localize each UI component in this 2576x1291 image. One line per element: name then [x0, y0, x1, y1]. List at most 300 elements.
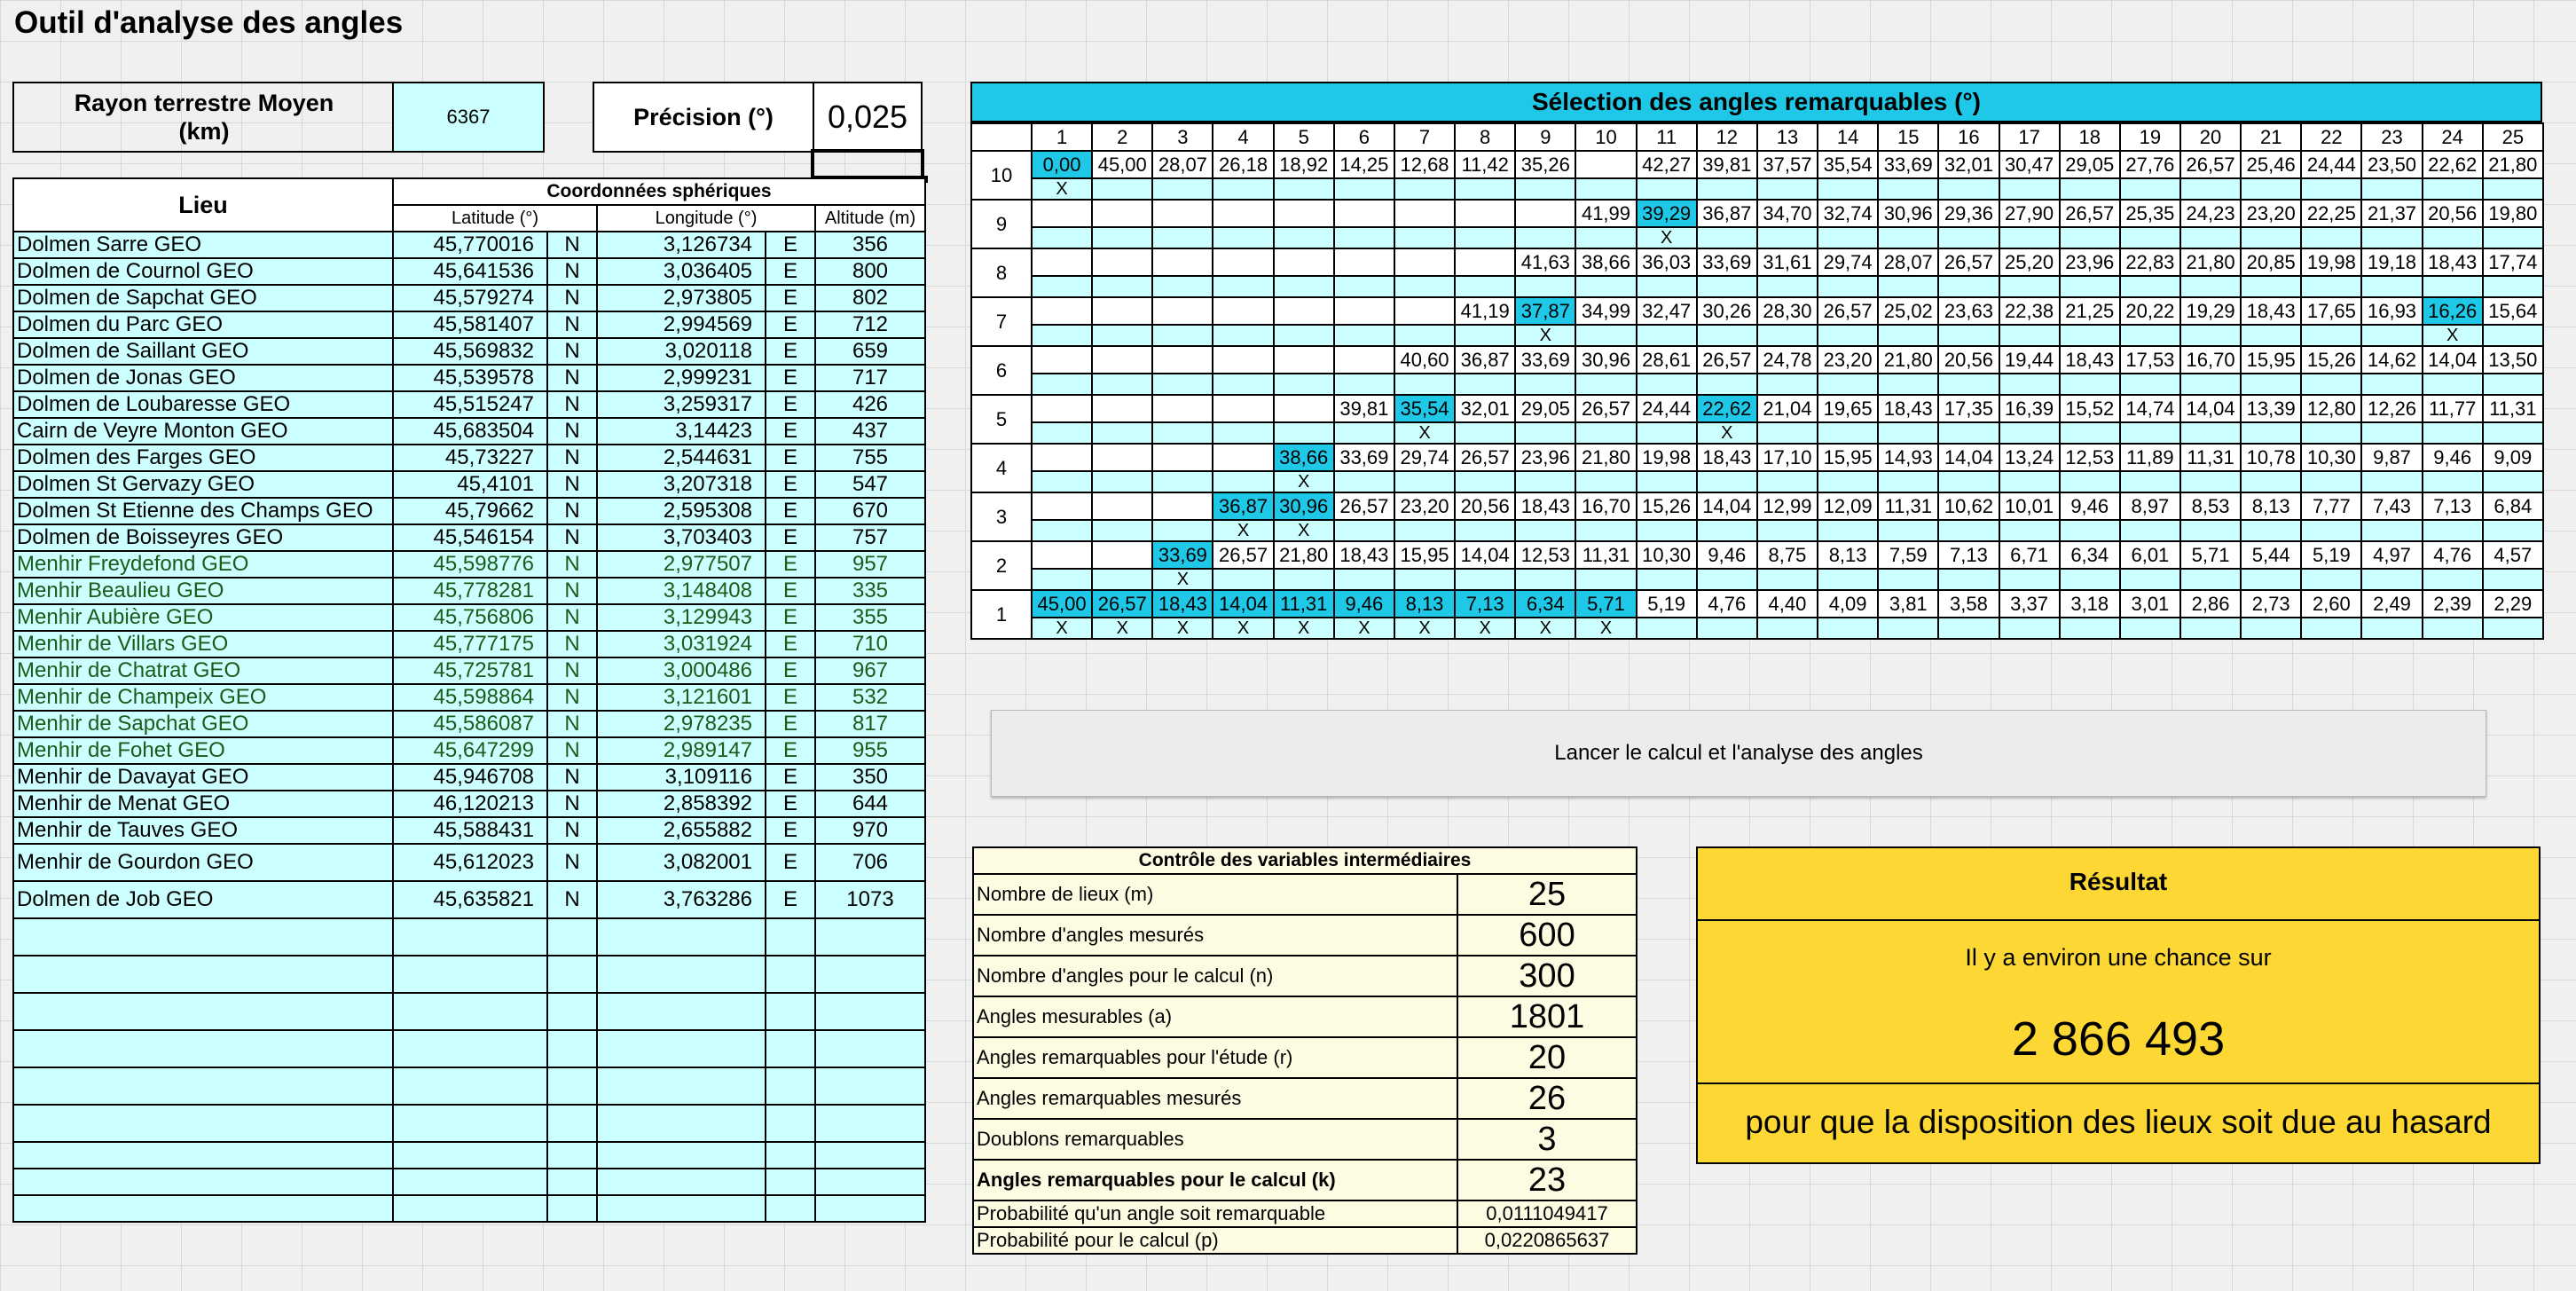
angle-value-cell[interactable]: 15,64: [2483, 297, 2543, 325]
angle-value-cell[interactable]: 4,76: [1697, 590, 1757, 618]
angle-value-cell[interactable]: 24,44: [1637, 395, 1697, 422]
site-longitude[interactable]: 2,858392: [597, 791, 766, 817]
empty-cell[interactable]: [547, 918, 597, 956]
angle-value-cell[interactable]: 11,42: [1455, 151, 1515, 178]
control-value[interactable]: 600: [1457, 915, 1637, 956]
site-lat-hemisphere[interactable]: N: [547, 684, 597, 711]
angle-value-cell[interactable]: 11,77: [2423, 395, 2483, 422]
site-lon-hemisphere[interactable]: E: [766, 578, 815, 604]
selection-mark-cell[interactable]: [1394, 471, 1455, 492]
empty-cell[interactable]: [13, 1067, 393, 1105]
site-latitude[interactable]: 45,579274: [393, 285, 547, 311]
selection-mark-cell[interactable]: [2241, 374, 2301, 395]
selection-mark-cell[interactable]: [2423, 276, 2483, 297]
selection-mark-cell[interactable]: [1938, 276, 1999, 297]
site-lat-hemisphere[interactable]: N: [547, 711, 597, 737]
empty-cell[interactable]: [13, 1169, 393, 1195]
angle-value-cell[interactable]: 9,09: [2483, 444, 2543, 471]
angle-value-cell[interactable]: 34,99: [1575, 297, 1636, 325]
angle-value-cell[interactable]: 26,57: [1818, 297, 1878, 325]
selection-mark-cell[interactable]: [1697, 569, 1757, 590]
angle-value-cell[interactable]: [1274, 297, 1334, 325]
site-latitude[interactable]: 45,73227: [393, 445, 547, 471]
angle-value-cell[interactable]: 17,65: [2301, 297, 2361, 325]
site-lat-hemisphere[interactable]: N: [547, 764, 597, 791]
selection-mark-cell[interactable]: [1455, 422, 1515, 444]
angle-value-cell[interactable]: 18,43: [1697, 444, 1757, 471]
site-name[interactable]: Menhir de Menat GEO: [13, 791, 393, 817]
selection-mark-cell[interactable]: [1938, 471, 1999, 492]
site-longitude[interactable]: 3,031924: [597, 631, 766, 657]
angle-value-cell[interactable]: 12,53: [1515, 541, 1575, 569]
angle-value-cell[interactable]: 14,04: [1455, 541, 1515, 569]
selection-mark-cell[interactable]: X: [1152, 569, 1213, 590]
empty-cell[interactable]: [597, 1169, 766, 1195]
selection-mark-cell[interactable]: [1878, 374, 1938, 395]
selection-mark-cell[interactable]: X: [1213, 520, 1273, 541]
selection-mark-cell[interactable]: [1092, 520, 1152, 541]
angle-value-cell[interactable]: 30,47: [1999, 151, 2060, 178]
angle-value-cell[interactable]: [1092, 248, 1152, 276]
site-latitude[interactable]: 45,588431: [393, 817, 547, 844]
site-name[interactable]: Menhir de Gourdon GEO: [13, 844, 393, 881]
angle-value-cell[interactable]: [1274, 248, 1334, 276]
angle-value-cell[interactable]: [1213, 200, 1273, 227]
selection-mark-cell[interactable]: [1878, 520, 1938, 541]
selection-mark-cell[interactable]: [2423, 422, 2483, 444]
angle-value-cell[interactable]: 21,80: [2483, 151, 2543, 178]
selection-mark-cell[interactable]: [2361, 276, 2422, 297]
empty-cell[interactable]: [766, 1067, 815, 1105]
selection-mark-cell[interactable]: [2241, 325, 2301, 346]
empty-cell[interactable]: [597, 1105, 766, 1142]
empty-cell[interactable]: [13, 1142, 393, 1169]
selection-mark-cell[interactable]: [1757, 276, 1818, 297]
site-latitude[interactable]: 45,515247: [393, 391, 547, 418]
selection-mark-cell[interactable]: [2483, 520, 2543, 541]
selection-mark-cell[interactable]: [1032, 325, 1092, 346]
angle-value-cell[interactable]: 16,70: [2180, 346, 2241, 374]
empty-cell[interactable]: [815, 1169, 925, 1195]
angle-value-cell[interactable]: 8,53: [2180, 492, 2241, 520]
site-lat-hemisphere[interactable]: N: [547, 258, 597, 285]
selection-mark-cell[interactable]: [1334, 374, 1394, 395]
angle-value-cell[interactable]: 24,44: [2301, 151, 2361, 178]
site-latitude[interactable]: 45,770016: [393, 232, 547, 258]
empty-cell[interactable]: [393, 1195, 547, 1222]
selection-mark-cell[interactable]: [1092, 325, 1152, 346]
control-value[interactable]: 20: [1457, 1037, 1637, 1078]
control-value[interactable]: 26: [1457, 1078, 1637, 1119]
selection-mark-cell[interactable]: [1757, 325, 1818, 346]
angle-value-cell[interactable]: 32,47: [1637, 297, 1697, 325]
empty-cell[interactable]: [13, 1030, 393, 1067]
empty-cell[interactable]: [547, 993, 597, 1030]
empty-cell[interactable]: [815, 918, 925, 956]
empty-cell[interactable]: [597, 1195, 766, 1222]
selection-mark-cell[interactable]: [1938, 227, 1999, 248]
selection-mark-cell[interactable]: [1455, 569, 1515, 590]
angle-value-cell[interactable]: 24,78: [1757, 346, 1818, 374]
angle-value-cell[interactable]: 23,63: [1938, 297, 1999, 325]
angle-value-cell[interactable]: 22,38: [1999, 297, 2060, 325]
site-latitude[interactable]: 45,635821: [393, 881, 547, 918]
angle-value-cell[interactable]: 17,35: [1938, 395, 1999, 422]
angle-value-cell[interactable]: 4,09: [1818, 590, 1878, 618]
angle-value-cell[interactable]: 14,04: [1938, 444, 1999, 471]
site-lon-hemisphere[interactable]: E: [766, 657, 815, 684]
selection-mark-cell[interactable]: [1515, 178, 1575, 200]
site-lat-hemisphere[interactable]: N: [547, 311, 597, 338]
angle-value-cell[interactable]: 5,44: [2241, 541, 2301, 569]
angle-value-cell[interactable]: 4,40: [1757, 590, 1818, 618]
angle-value-cell[interactable]: 35,54: [1818, 151, 1878, 178]
selection-mark-cell[interactable]: [1697, 471, 1757, 492]
site-latitude[interactable]: 45,539578: [393, 365, 547, 391]
site-lat-hemisphere[interactable]: N: [547, 631, 597, 657]
angle-value-cell[interactable]: [1032, 444, 1092, 471]
site-lon-hemisphere[interactable]: E: [766, 764, 815, 791]
angle-value-cell[interactable]: 16,26: [2423, 297, 2483, 325]
angle-value-cell[interactable]: 15,26: [2301, 346, 2361, 374]
radius-value-cell[interactable]: [392, 82, 545, 153]
angle-value-cell[interactable]: 28,61: [1637, 346, 1697, 374]
site-name[interactable]: Dolmen de Job GEO: [13, 881, 393, 918]
selection-mark-cell[interactable]: [1515, 276, 1575, 297]
angle-value-cell[interactable]: 7,13: [1455, 590, 1515, 618]
angle-value-cell[interactable]: 5,19: [2301, 541, 2361, 569]
angle-value-cell[interactable]: 14,04: [1213, 590, 1273, 618]
angle-value-cell[interactable]: 12,26: [2361, 395, 2422, 422]
angle-value-cell[interactable]: 17,10: [1757, 444, 1818, 471]
site-longitude[interactable]: 3,763286: [597, 881, 766, 918]
selection-mark-cell[interactable]: [1092, 227, 1152, 248]
angle-value-cell[interactable]: 14,25: [1334, 151, 1394, 178]
angle-value-cell[interactable]: 22,62: [1697, 395, 1757, 422]
angle-value-cell[interactable]: 41,63: [1515, 248, 1575, 276]
empty-cell[interactable]: [815, 1195, 925, 1222]
site-name[interactable]: Dolmen St Etienne des Champs GEO: [13, 498, 393, 524]
site-altitude[interactable]: 706: [815, 844, 925, 881]
selection-mark-cell[interactable]: [2361, 569, 2422, 590]
selection-mark-cell[interactable]: [1213, 178, 1273, 200]
selection-mark-cell[interactable]: [1878, 618, 1938, 639]
control-value[interactable]: 0,0111049417: [1457, 1200, 1637, 1227]
angle-value-cell[interactable]: 2,73: [2241, 590, 2301, 618]
angle-value-cell[interactable]: 20,56: [1938, 346, 1999, 374]
angle-value-cell[interactable]: 8,97: [2120, 492, 2180, 520]
angle-value-cell[interactable]: 19,65: [1818, 395, 1878, 422]
selection-mark-cell[interactable]: [1213, 276, 1273, 297]
selection-mark-cell[interactable]: [1092, 569, 1152, 590]
empty-cell[interactable]: [13, 918, 393, 956]
angle-value-cell[interactable]: 11,31: [1575, 541, 1636, 569]
selection-mark-cell[interactable]: [1032, 422, 1092, 444]
selection-mark-cell[interactable]: [1878, 227, 1938, 248]
selection-mark-cell[interactable]: [1637, 422, 1697, 444]
selection-mark-cell[interactable]: [1575, 374, 1636, 395]
angle-value-cell[interactable]: [1394, 248, 1455, 276]
selection-mark-cell[interactable]: [1394, 325, 1455, 346]
angle-value-cell[interactable]: 7,13: [2423, 492, 2483, 520]
angle-value-cell[interactable]: 38,66: [1575, 248, 1636, 276]
site-lat-hemisphere[interactable]: N: [547, 498, 597, 524]
angle-value-cell[interactable]: 45,00: [1092, 151, 1152, 178]
site-lon-hemisphere[interactable]: E: [766, 498, 815, 524]
selection-mark-cell[interactable]: [1757, 520, 1818, 541]
angle-value-cell[interactable]: 32,01: [1938, 151, 1999, 178]
selection-mark-cell[interactable]: [2361, 471, 2422, 492]
selection-mark-cell[interactable]: X: [1274, 520, 1334, 541]
site-latitude[interactable]: 45,778281: [393, 578, 547, 604]
site-longitude[interactable]: 3,126734: [597, 232, 766, 258]
angle-value-cell[interactable]: 11,31: [1878, 492, 1938, 520]
selection-mark-cell[interactable]: [2483, 618, 2543, 639]
selection-mark-cell[interactable]: [2120, 520, 2180, 541]
empty-cell[interactable]: [393, 1030, 547, 1067]
selection-mark-cell[interactable]: [1274, 178, 1334, 200]
angle-value-cell[interactable]: 32,01: [1455, 395, 1515, 422]
selection-mark-cell[interactable]: X: [1334, 618, 1394, 639]
selection-mark-cell[interactable]: X: [1575, 618, 1636, 639]
angle-value-cell[interactable]: 19,98: [2301, 248, 2361, 276]
selection-mark-cell[interactable]: [2060, 276, 2120, 297]
angle-value-cell[interactable]: 37,87: [1515, 297, 1575, 325]
angle-value-cell[interactable]: 28,07: [1878, 248, 1938, 276]
angle-value-cell[interactable]: 14,04: [2423, 346, 2483, 374]
site-lon-hemisphere[interactable]: E: [766, 684, 815, 711]
angle-value-cell[interactable]: 25,35: [2120, 200, 2180, 227]
selection-mark-cell[interactable]: X: [1515, 618, 1575, 639]
empty-cell[interactable]: [13, 1195, 393, 1222]
selection-mark-cell[interactable]: [1878, 422, 1938, 444]
selection-mark-cell[interactable]: [1455, 178, 1515, 200]
empty-cell[interactable]: [766, 1030, 815, 1067]
angle-value-cell[interactable]: 7,59: [1878, 541, 1938, 569]
angle-value-cell[interactable]: 21,80: [1878, 346, 1938, 374]
empty-cell[interactable]: [815, 993, 925, 1030]
selection-mark-cell[interactable]: [1878, 471, 1938, 492]
site-lon-hemisphere[interactable]: E: [766, 311, 815, 338]
site-longitude[interactable]: 2,978235: [597, 711, 766, 737]
angle-value-cell[interactable]: [1092, 297, 1152, 325]
angle-value-cell[interactable]: 4,57: [2483, 541, 2543, 569]
site-altitude[interactable]: 970: [815, 817, 925, 844]
selection-mark-cell[interactable]: [2483, 325, 2543, 346]
site-lon-hemisphere[interactable]: E: [766, 631, 815, 657]
angle-value-cell[interactable]: 11,31: [2180, 444, 2241, 471]
site-longitude[interactable]: 3,148408: [597, 578, 766, 604]
site-altitude[interactable]: 757: [815, 524, 925, 551]
angle-value-cell[interactable]: 22,83: [2120, 248, 2180, 276]
selection-mark-cell[interactable]: [1999, 569, 2060, 590]
selection-mark-cell[interactable]: [1637, 325, 1697, 346]
angle-value-cell[interactable]: [1152, 395, 1213, 422]
angle-value-cell[interactable]: 39,29: [1637, 200, 1697, 227]
selection-mark-cell[interactable]: [2301, 569, 2361, 590]
angle-value-cell[interactable]: 18,43: [2423, 248, 2483, 276]
selection-mark-cell[interactable]: [2361, 178, 2422, 200]
site-lon-hemisphere[interactable]: E: [766, 258, 815, 285]
selection-mark-cell[interactable]: [1515, 520, 1575, 541]
selection-mark-cell[interactable]: [1455, 471, 1515, 492]
selection-mark-cell[interactable]: [1818, 325, 1878, 346]
selection-mark-cell[interactable]: [1999, 374, 2060, 395]
angle-value-cell[interactable]: [1092, 444, 1152, 471]
selection-mark-cell[interactable]: [1575, 569, 1636, 590]
selection-mark-cell[interactable]: [1637, 569, 1697, 590]
angle-value-cell[interactable]: 16,70: [1575, 492, 1636, 520]
site-lat-hemisphere[interactable]: N: [547, 338, 597, 365]
angle-value-cell[interactable]: 21,04: [1757, 395, 1818, 422]
angle-value-cell[interactable]: 30,26: [1697, 297, 1757, 325]
empty-cell[interactable]: [13, 993, 393, 1030]
site-lat-hemisphere[interactable]: N: [547, 844, 597, 881]
angle-value-cell[interactable]: 26,57: [1575, 395, 1636, 422]
empty-cell[interactable]: [766, 1169, 815, 1195]
site-longitude[interactable]: 3,020118: [597, 338, 766, 365]
site-name[interactable]: Menhir Freydefond GEO: [13, 551, 393, 578]
selection-mark-cell[interactable]: [2241, 276, 2301, 297]
site-lat-hemisphere[interactable]: N: [547, 604, 597, 631]
empty-cell[interactable]: [815, 956, 925, 993]
angle-value-cell[interactable]: 22,25: [2301, 200, 2361, 227]
site-name[interactable]: Menhir Beaulieu GEO: [13, 578, 393, 604]
angle-value-cell[interactable]: 2,60: [2301, 590, 2361, 618]
selection-mark-cell[interactable]: [2180, 422, 2241, 444]
empty-cell[interactable]: [766, 918, 815, 956]
selection-mark-cell[interactable]: [1637, 471, 1697, 492]
angle-value-cell[interactable]: 36,87: [1455, 346, 1515, 374]
angle-value-cell[interactable]: [1274, 200, 1334, 227]
angle-value-cell[interactable]: 20,56: [1455, 492, 1515, 520]
angle-value-cell[interactable]: 37,57: [1757, 151, 1818, 178]
angle-value-cell[interactable]: 15,95: [1394, 541, 1455, 569]
site-lat-hemisphere[interactable]: N: [547, 881, 597, 918]
selection-mark-cell[interactable]: [1152, 471, 1213, 492]
angle-value-cell[interactable]: 3,01: [2120, 590, 2180, 618]
angle-value-cell[interactable]: 18,43: [1515, 492, 1575, 520]
angle-value-cell[interactable]: 26,57: [1697, 346, 1757, 374]
selection-mark-cell[interactable]: [1575, 422, 1636, 444]
angle-value-cell[interactable]: 33,69: [1334, 444, 1394, 471]
angle-value-cell[interactable]: 22,62: [2423, 151, 2483, 178]
site-longitude[interactable]: 3,109116: [597, 764, 766, 791]
site-lon-hemisphere[interactable]: E: [766, 338, 815, 365]
angle-value-cell[interactable]: [1152, 200, 1213, 227]
angle-value-cell[interactable]: 13,39: [2241, 395, 2301, 422]
site-longitude[interactable]: 2,994569: [597, 311, 766, 338]
angle-value-cell[interactable]: [1032, 346, 1092, 374]
control-value[interactable]: 1801: [1457, 996, 1637, 1037]
selection-mark-cell[interactable]: X: [1394, 422, 1455, 444]
selection-mark-cell[interactable]: [1334, 471, 1394, 492]
selection-mark-cell[interactable]: [1818, 227, 1878, 248]
angle-value-cell[interactable]: 15,95: [1818, 444, 1878, 471]
selection-mark-cell[interactable]: [2060, 471, 2120, 492]
empty-cell[interactable]: [766, 1142, 815, 1169]
site-lon-hemisphere[interactable]: E: [766, 445, 815, 471]
site-name[interactable]: Menhir de Villars GEO: [13, 631, 393, 657]
selection-mark-cell[interactable]: [2120, 569, 2180, 590]
angle-value-cell[interactable]: 24,23: [2180, 200, 2241, 227]
angle-value-cell[interactable]: 20,56: [2423, 200, 2483, 227]
angle-value-cell[interactable]: 12,68: [1394, 151, 1455, 178]
site-name[interactable]: Menhir Aubière GEO: [13, 604, 393, 631]
angle-value-cell[interactable]: 27,76: [2120, 151, 2180, 178]
selection-mark-cell[interactable]: [1697, 374, 1757, 395]
selection-mark-cell[interactable]: [1032, 374, 1092, 395]
selection-mark-cell[interactable]: X: [1032, 178, 1092, 200]
site-name[interactable]: Menhir de Davayat GEO: [13, 764, 393, 791]
site-lon-hemisphere[interactable]: E: [766, 817, 815, 844]
selection-mark-cell[interactable]: X: [1092, 618, 1152, 639]
site-latitude[interactable]: 45,641536: [393, 258, 547, 285]
selection-mark-cell[interactable]: [1152, 422, 1213, 444]
angle-value-cell[interactable]: 33,69: [1515, 346, 1575, 374]
angle-value-cell[interactable]: [1152, 346, 1213, 374]
selection-mark-cell[interactable]: [1152, 178, 1213, 200]
angle-value-cell[interactable]: 26,57: [2180, 151, 2241, 178]
selection-mark-cell[interactable]: [1697, 276, 1757, 297]
angle-value-cell[interactable]: 29,74: [1394, 444, 1455, 471]
site-latitude[interactable]: 45,598864: [393, 684, 547, 711]
angle-value-cell[interactable]: [1334, 346, 1394, 374]
angle-value-cell[interactable]: 28,30: [1757, 297, 1818, 325]
angle-value-cell[interactable]: 29,74: [1818, 248, 1878, 276]
selection-mark-cell[interactable]: [2120, 325, 2180, 346]
selection-mark-cell[interactable]: [2483, 227, 2543, 248]
control-value[interactable]: 23: [1457, 1160, 1637, 1200]
selection-mark-cell[interactable]: [1334, 325, 1394, 346]
selection-mark-cell[interactable]: [2120, 618, 2180, 639]
selection-mark-cell[interactable]: [1999, 276, 2060, 297]
empty-cell[interactable]: [815, 1105, 925, 1142]
selection-mark-cell[interactable]: X: [1515, 325, 1575, 346]
angle-value-cell[interactable]: 30,96: [1575, 346, 1636, 374]
site-lat-hemisphere[interactable]: N: [547, 445, 597, 471]
selection-mark-cell[interactable]: [1032, 471, 1092, 492]
site-lon-hemisphere[interactable]: E: [766, 391, 815, 418]
angle-value-cell[interactable]: 27,90: [1999, 200, 2060, 227]
site-lon-hemisphere[interactable]: E: [766, 418, 815, 445]
empty-cell[interactable]: [13, 1105, 393, 1142]
angle-value-cell[interactable]: 10,62: [1938, 492, 1999, 520]
angle-value-cell[interactable]: 8,13: [2241, 492, 2301, 520]
selection-mark-cell[interactable]: [1697, 227, 1757, 248]
angle-value-cell[interactable]: 2,29: [2483, 590, 2543, 618]
selection-mark-cell[interactable]: [2060, 569, 2120, 590]
angle-value-cell[interactable]: 6,71: [1999, 541, 2060, 569]
angle-value-cell[interactable]: [1032, 200, 1092, 227]
site-latitude[interactable]: 46,120213: [393, 791, 547, 817]
empty-cell[interactable]: [547, 1195, 597, 1222]
angle-value-cell[interactable]: 36,87: [1213, 492, 1273, 520]
angle-value-cell[interactable]: [1213, 346, 1273, 374]
angle-value-cell[interactable]: 12,80: [2301, 395, 2361, 422]
selection-mark-cell[interactable]: [1938, 374, 1999, 395]
selection-mark-cell[interactable]: [2120, 178, 2180, 200]
angle-value-cell[interactable]: [1334, 297, 1394, 325]
angle-value-cell[interactable]: 10,01: [1999, 492, 2060, 520]
selection-mark-cell[interactable]: X: [1274, 471, 1334, 492]
angle-value-cell[interactable]: 9,46: [1334, 590, 1394, 618]
empty-cell[interactable]: [547, 1142, 597, 1169]
selection-mark-cell[interactable]: [2423, 374, 2483, 395]
angle-value-cell[interactable]: [1092, 346, 1152, 374]
site-latitude[interactable]: 45,725781: [393, 657, 547, 684]
selection-mark-cell[interactable]: [1878, 569, 1938, 590]
